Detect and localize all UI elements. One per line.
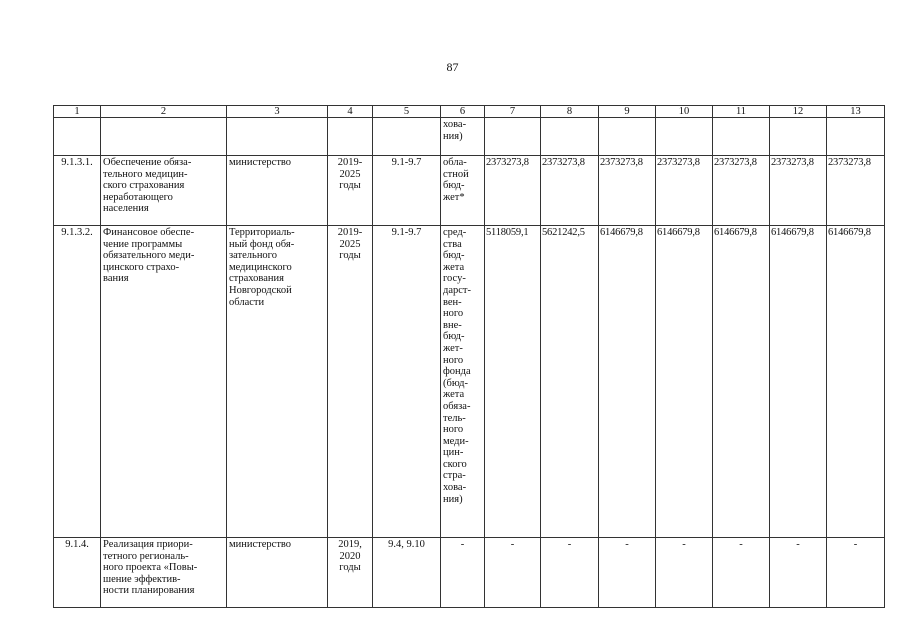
column-header: 9 xyxy=(599,106,656,118)
value-cell: 6146679,8 xyxy=(770,226,827,538)
value-cell: - xyxy=(485,538,541,608)
table-row xyxy=(54,226,885,538)
value-cell: - xyxy=(599,538,656,608)
column-header: 4 xyxy=(328,106,373,118)
value-cell: - xyxy=(770,538,827,608)
row-name: Обеспечение обяза- тельного медицин- ского страхования неработающего населения xyxy=(101,156,227,226)
table-header-row xyxy=(54,106,885,118)
row-targets: 9.4, 9.10 xyxy=(373,538,441,608)
column-header: 12 xyxy=(770,106,827,118)
value-cell: 2373273,8 xyxy=(541,156,599,226)
page-number: 87 xyxy=(446,60,459,74)
row-code: 9.1.3.2. xyxy=(54,226,101,538)
column-header: 11 xyxy=(713,106,770,118)
column-header: 2 xyxy=(101,106,227,118)
row-period: 2019- 2025 годы xyxy=(328,156,373,226)
value-cell: 2373273,8 xyxy=(599,156,656,226)
value-cell: - xyxy=(713,538,770,608)
row-executor: министерство xyxy=(227,156,328,226)
value-cell: 6146679,8 xyxy=(713,226,770,538)
table-row xyxy=(54,538,885,608)
funding-source-cell: обла- стной бюд- жет* xyxy=(441,156,485,226)
table-row xyxy=(54,156,885,226)
row-targets: 9.1-9.7 xyxy=(373,226,441,538)
row-code: 9.1.4. xyxy=(54,538,101,608)
column-header: 13 xyxy=(827,106,885,118)
table-row-continuation xyxy=(54,118,885,156)
column-header: 8 xyxy=(541,106,599,118)
row-name: Финансовое обеспе- чение программы обязательного меди- цинского страхо- вания xyxy=(101,226,227,538)
funding-source-cell: сред- ства бюд- жета госу- дарст- вен- ного вне- бюд- жет- ного фонда (бюд- жета обяза- тель- ного меди- цин- ского стра- хова- ния) xyxy=(441,226,485,538)
row-code: 9.1.3.1. xyxy=(54,156,101,226)
column-header: 5 xyxy=(373,106,441,118)
column-header: 7 xyxy=(485,106,541,118)
value-cell: 6146679,8 xyxy=(827,226,885,538)
value-cell: 2373273,8 xyxy=(770,156,827,226)
value-cell: - xyxy=(656,538,713,608)
row-executor: Территориаль- ный фонд обя- зательного медицинского страхования Новгородской области xyxy=(227,226,328,538)
row-executor: министерство xyxy=(227,538,328,608)
value-cell: 5118059,1 xyxy=(485,226,541,538)
column-header: 6 xyxy=(441,106,485,118)
row-name: Реализация приори- тетного региональ- ного проекта «Повы- шение эффектив- ности планирования xyxy=(101,538,227,608)
value-cell: - xyxy=(541,538,599,608)
column-header: 1 xyxy=(54,106,101,118)
value-cell: 2373273,8 xyxy=(713,156,770,226)
value-cell: 2373273,8 xyxy=(656,156,713,226)
value-cell: 6146679,8 xyxy=(656,226,713,538)
funding-source-cell: хова- ния) xyxy=(441,118,485,156)
value-cell: 2373273,8 xyxy=(485,156,541,226)
row-period: 2019- 2025 годы xyxy=(328,226,373,538)
row-period: 2019, 2020 годы xyxy=(328,538,373,608)
row-targets: 9.1-9.7 xyxy=(373,156,441,226)
budget-table xyxy=(53,105,885,608)
value-cell: 6146679,8 xyxy=(599,226,656,538)
value-cell: - xyxy=(827,538,885,608)
value-cell: 2373273,8 xyxy=(827,156,885,226)
column-header: 3 xyxy=(227,106,328,118)
funding-source-cell: - xyxy=(441,538,485,608)
value-cell: 5621242,5 xyxy=(541,226,599,538)
column-header: 10 xyxy=(656,106,713,118)
